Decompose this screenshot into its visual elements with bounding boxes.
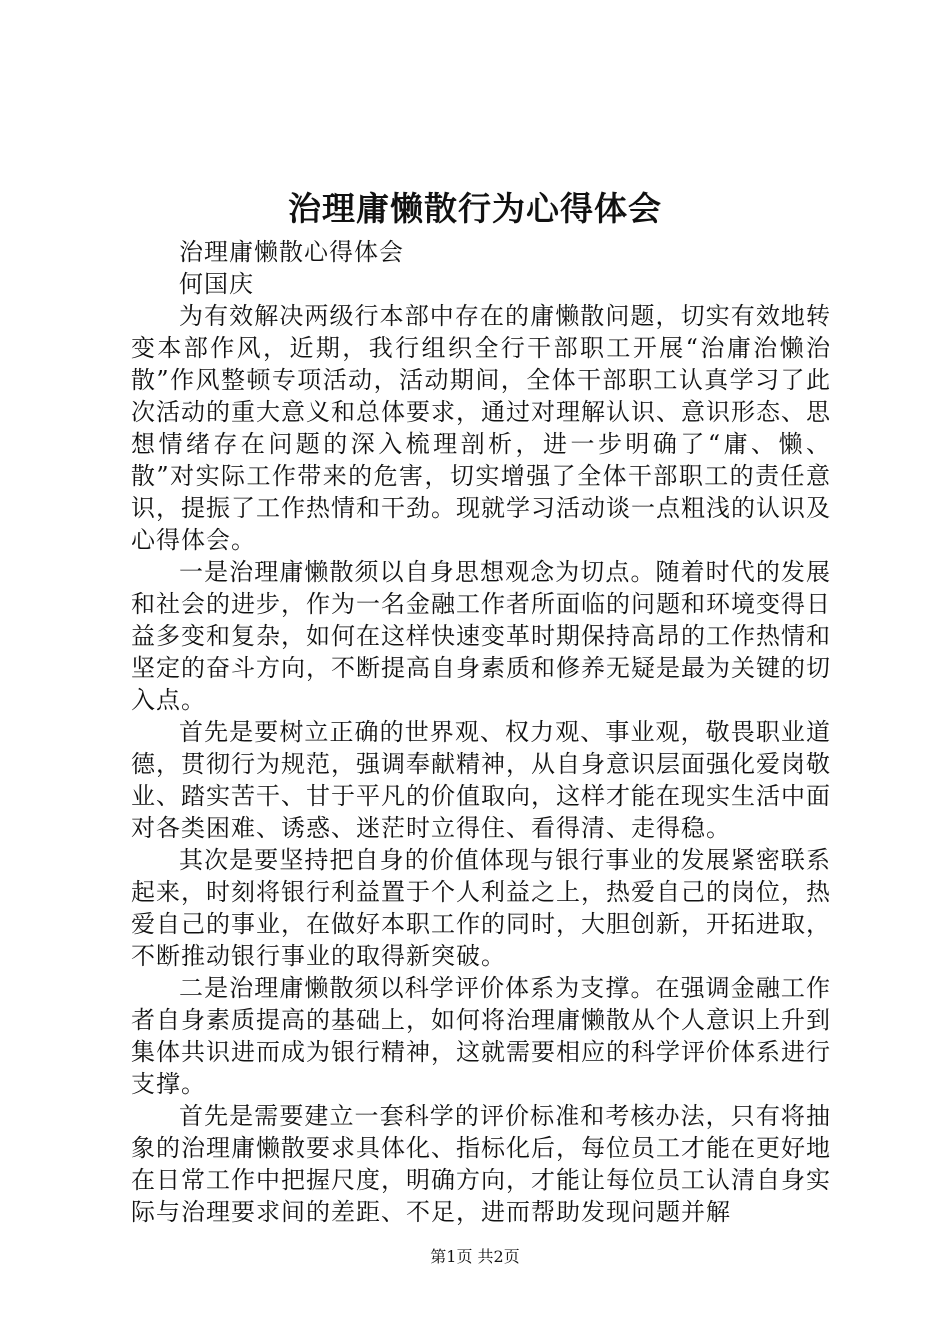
paragraph: 一是治理庸懒散须以自身思想观念为切点。随着时代的发展和社会的进步，作为一名金融工作者所面临的问题和环境变得日益多变和复杂，如何在这样快速变革时期保持高昂的工作热情和坚定的奋斗方向，不断提高自身素质和修养无疑是最为关键的切入点。	[131, 558, 831, 714]
paragraph: 二是治理庸懒散须以科学评价体系为支撑。在强调金融工作者自身素质提高的基础上，如何将治理庸懒散从个人意识上升到集体共识进而成为银行精神，这就需要相应的科学评价体系进行支撑。	[131, 974, 831, 1098]
document-body	[131, 236, 831, 1228]
paragraph: 其次是要坚持把自身的价值体现与银行事业的发展紧密联系起来，时刻将银行利益置于个人利益之上，热爱自己的岗位，热爱自己的事业，在做好本职工作的同时，大胆创新，开拓进取，不断推动银行事业的取得新突破。	[131, 846, 831, 970]
paragraph-subtitle: 治理庸懒散心得体会	[179, 238, 404, 266]
page-number-footer: 第1页 共2页	[430, 1247, 520, 1266]
document-title: 治理庸懒散行为心得体会	[288, 189, 662, 228]
paragraph: 为有效解决两级行本部中存在的庸懒散问题，切实有效地转变本部作风，近期，我行组织全行干部职工开展“治庸治懒治散”作风整顿专项活动，活动期间，全体干部职工认真学习了此次活动的重大意义和总体要求，通过对理解认识、意识形态、思想情绪存在问题的深入梳理剖析，进一步明确了“庸、懒、散”对实际工作带来的危害，切实增强了全体干部职工的责任意识，提振了工作热情和干劲。现就学习活动谈一点粗浅的认识及心得体会。	[131, 302, 831, 554]
paragraph-author: 何国庆	[179, 270, 254, 298]
paragraph: 首先是需要建立一套科学的评价标准和考核办法，只有将抽象的治理庸懒散要求具体化、指标化后，每位员工才能在更好地在日常工作中把握尺度，明确方向，才能让每位员工认清自身实际与治理要求间的差距、不足，进而帮助发现问题并解	[131, 1102, 831, 1226]
paragraph: 首先是要树立正确的世界观、权力观、事业观，敬畏职业道德，贯彻行为规范，强调奉献精神，从自身意识层面强化爱岗敬业、踏实苦干、甘于平凡的价值取向，这样才能在现实生活中面对各类困难、诱惑、迷茫时立得住、看得清、走得稳。	[131, 718, 831, 842]
